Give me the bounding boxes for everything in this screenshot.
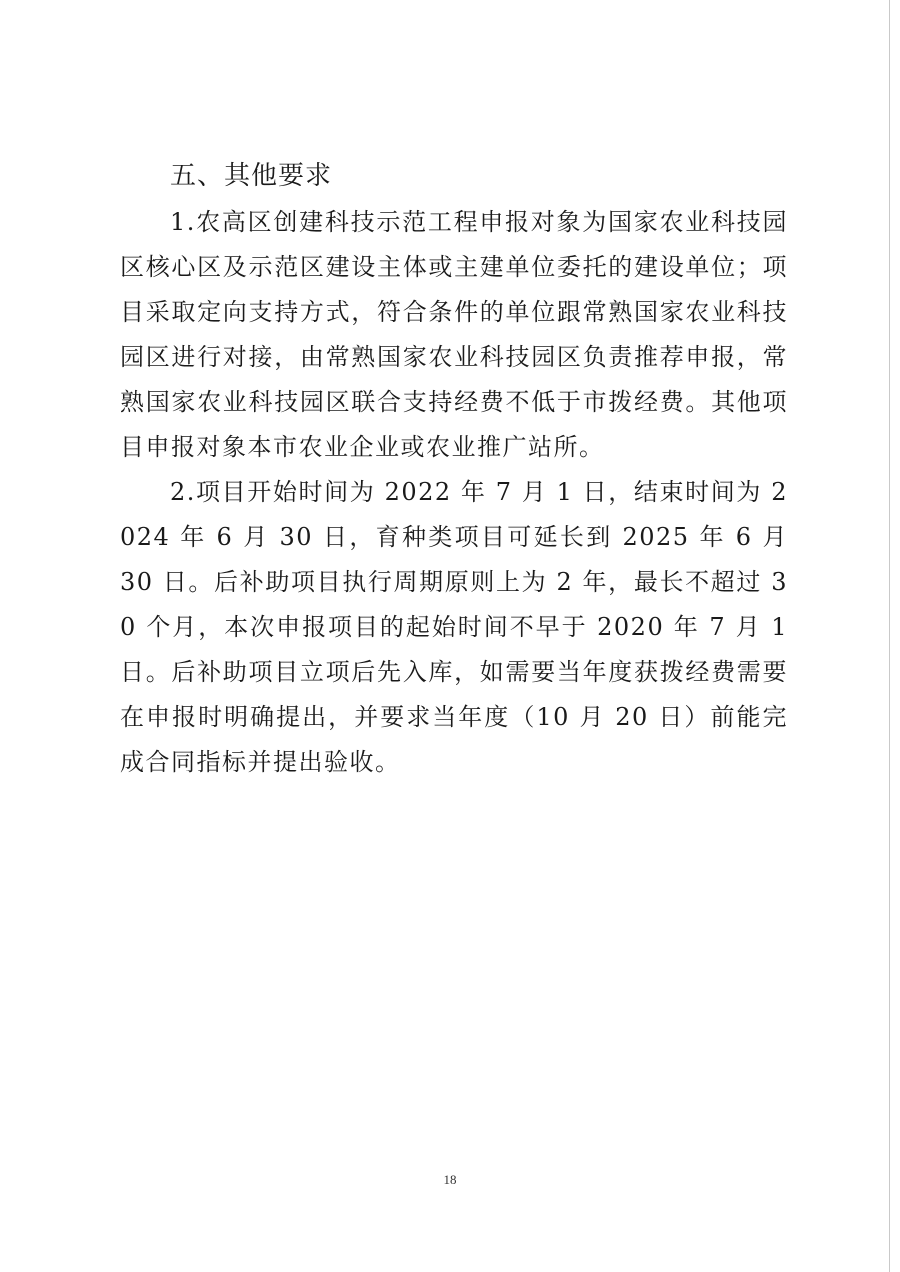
page-number: 18 bbox=[443, 1172, 457, 1187]
paragraph-1: 1.农高区创建科技示范工程申报对象为国家农业科技园区核心区及示范区建设主体或主建单位委托的建设单位；项目采取定向支持方式，符合条件的单位跟常熟国家农业科技园区进行对接，由常熟国家农业科技园区负责推荐申报，常熟国家农业科技园区联合支持经费不低于市拨经费。其他项目申报对象本市农业企业或农业推广站所。 bbox=[120, 208, 788, 461]
section-heading: 五、其他要求 bbox=[170, 161, 333, 191]
paragraph-2: 2.项目开始时间为 2022 年 7 月 1 日，结束时间为 2024 年 6 月 30 日，育种类项目可延长到 2025 年 6 月 30 日。后补助项目执行周期原则上为 2 年，最长不超过 30 个月，本次申报项目的起始时间不早于 2020 年 7 月 1 日。后补助项目立项后先入库，如需要当年度获拨经费需要在申报时明确提出，并要求当年度（10 月 20 日）前能完成合同指标并提出验收。 bbox=[120, 478, 788, 776]
document-body bbox=[120, 152, 788, 785]
page-edge-divider bbox=[889, 0, 890, 1272]
